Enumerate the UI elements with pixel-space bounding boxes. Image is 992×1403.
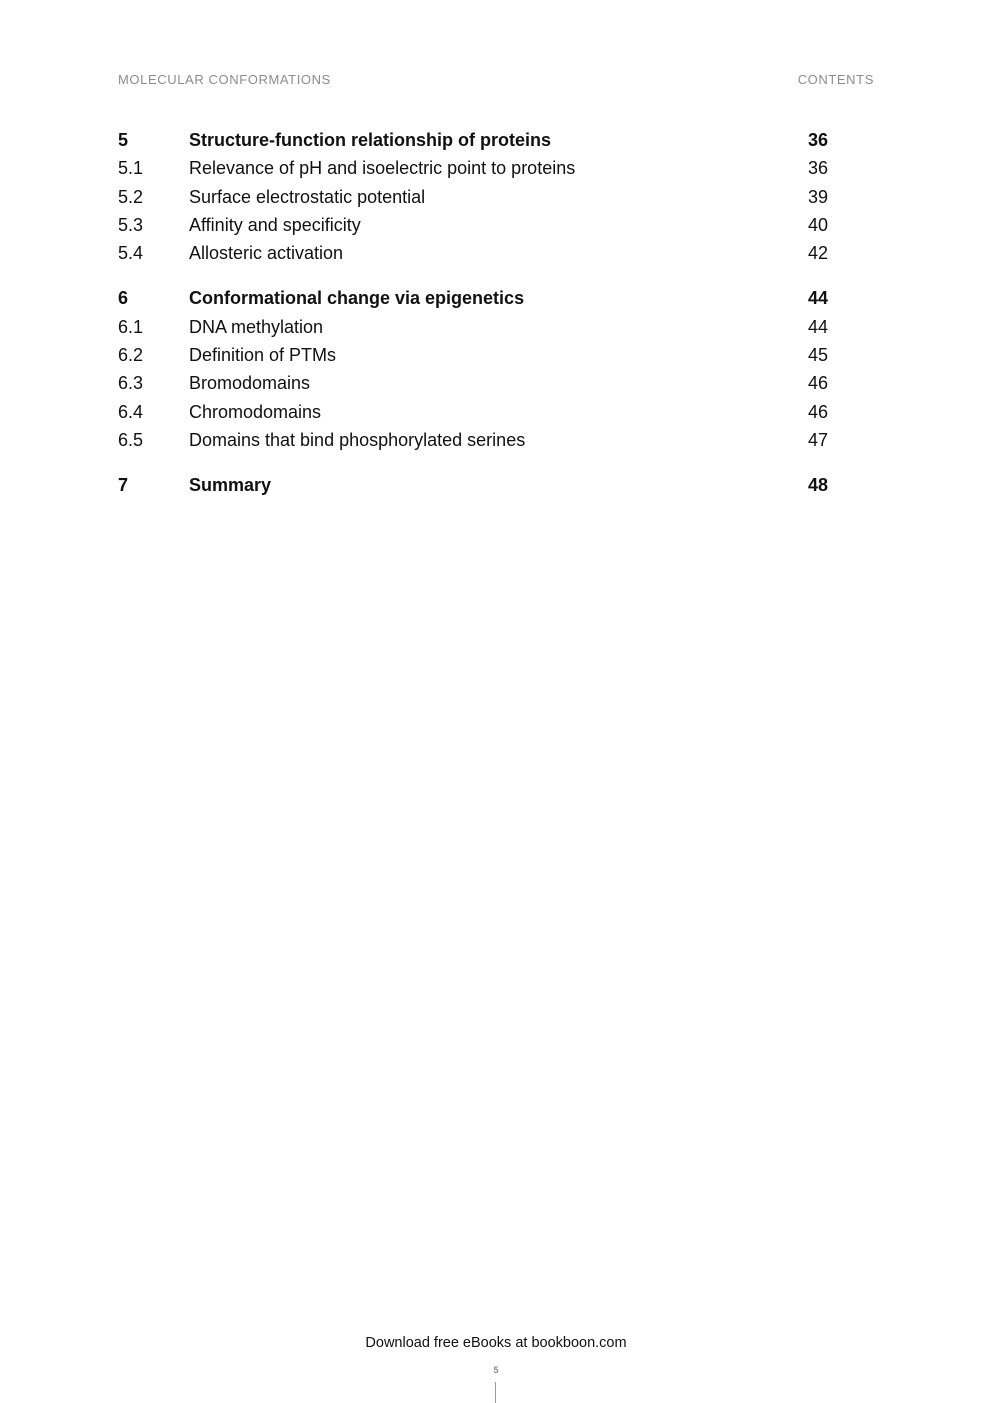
toc-page: 42 [807, 243, 828, 264]
toc-title: Domains that bind phosphorylated serines [189, 429, 526, 450]
toc-section-6-2[interactable] [118, 341, 828, 369]
toc-page: 44 [807, 288, 828, 309]
toc-section-5-4[interactable] [118, 239, 828, 267]
running-head-section: CONTENTS [797, 72, 874, 87]
toc-number: 6.4 [118, 401, 144, 422]
toc-page: 47 [807, 429, 828, 450]
toc-number: 6.5 [118, 429, 144, 450]
toc-section-6-3[interactable] [118, 369, 828, 397]
toc-page: 36 [807, 158, 828, 179]
toc-page: 40 [807, 214, 828, 235]
toc-section-5-3[interactable] [118, 211, 828, 239]
toc-title: Chromodomains [189, 401, 322, 422]
toc-number: 6.2 [118, 345, 144, 366]
running-head-book-title: MOLECULAR CONFORMATIONS [118, 72, 331, 87]
toc-number: 7 [118, 475, 129, 496]
toc-number: 5.4 [118, 243, 144, 264]
toc-number: 5.2 [118, 186, 144, 207]
toc-title: Affinity and specificity [189, 214, 361, 235]
toc-number: 5.1 [118, 158, 144, 179]
toc-section-6-1[interactable] [118, 313, 828, 341]
toc-chapter-5[interactable] [118, 126, 828, 154]
toc-number: 5.3 [118, 214, 144, 235]
toc-page: 36 [807, 130, 828, 150]
toc-number: 6.1 [118, 316, 144, 337]
toc-section-6-5[interactable] [118, 426, 828, 454]
toc-page: 45 [807, 345, 828, 366]
page-number: 5 [493, 1365, 499, 1375]
toc-page: 48 [807, 475, 828, 496]
toc-title: Surface electrostatic potential [189, 186, 426, 207]
toc-chapter-7[interactable] [118, 471, 828, 499]
toc-page: 44 [807, 316, 828, 337]
toc-title: Structure-function relationship of proteins [189, 130, 552, 150]
toc-title: DNA methylation [189, 316, 324, 337]
toc-title: Definition of PTMs [189, 345, 337, 366]
toc-title: Summary [189, 475, 272, 496]
toc-title: Bromodomains [189, 373, 311, 394]
toc-title: Conformational change via epigenetics [189, 288, 525, 309]
toc-number: 6.3 [118, 373, 144, 394]
toc-page: 46 [807, 373, 828, 394]
toc-page: 39 [807, 186, 828, 207]
footer-download-link[interactable]: Download free eBooks at bookboon.com [365, 1335, 627, 1351]
toc-page: 46 [807, 401, 828, 422]
toc-section-5-1[interactable] [118, 154, 828, 182]
toc-title: Allosteric activation [189, 243, 344, 264]
table-of-contents [118, 126, 828, 500]
toc-section-6-4[interactable] [118, 398, 828, 426]
toc-chapter-6[interactable] [118, 284, 828, 312]
toc-number: 6 [118, 288, 129, 309]
toc-section-5-2[interactable] [118, 183, 828, 211]
toc-title: Relevance of pH and isoelectric point to proteins [189, 158, 576, 179]
toc-number: 5 [118, 130, 129, 150]
page-number-rule [495, 1382, 496, 1403]
